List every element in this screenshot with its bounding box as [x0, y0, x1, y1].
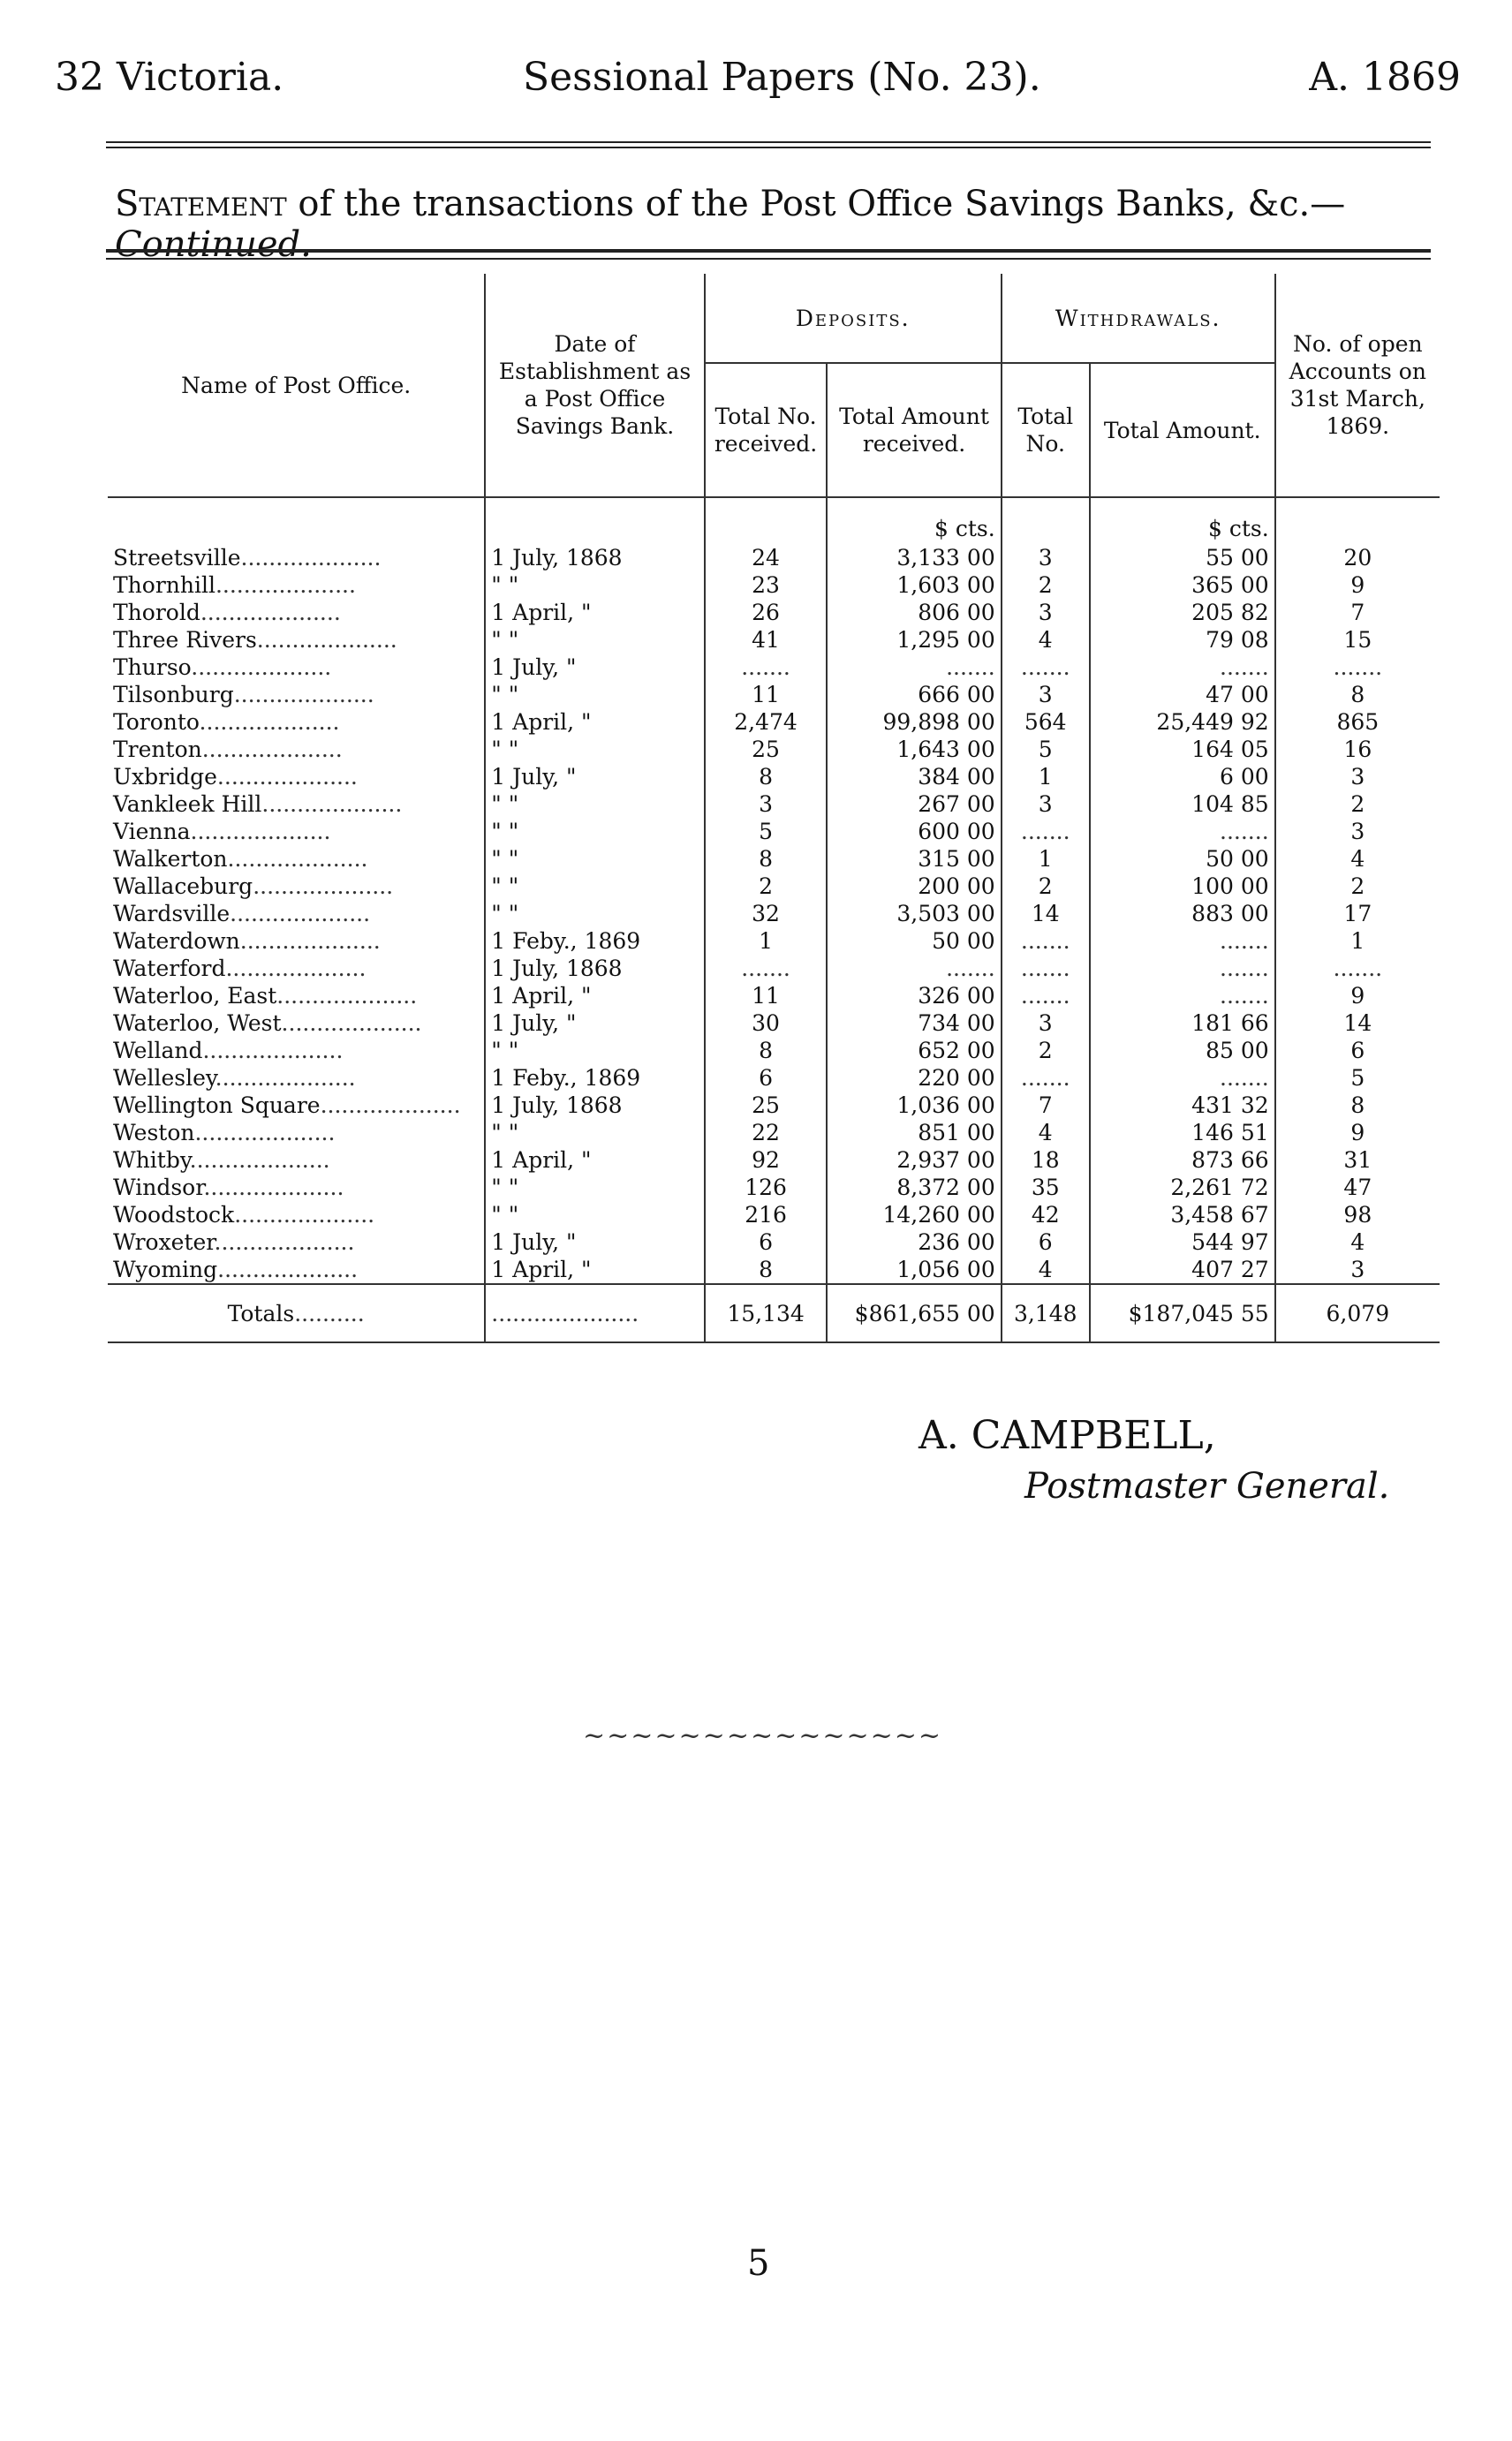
signature-name: A. CAMPBELL, [919, 1413, 1216, 1458]
table-row [108, 654, 1440, 681]
withdrawal-amount: 104 85 [1090, 790, 1275, 818]
withdrawal-count: 3 [1002, 1009, 1090, 1037]
deposit-count: 26 [705, 599, 828, 626]
open-accounts: 3 [1275, 763, 1440, 790]
withdrawal-amount: 146 51 [1090, 1119, 1275, 1146]
withdrawal-count: 14 [1002, 900, 1090, 927]
table-row [108, 1228, 1440, 1256]
deposit-count: 216 [705, 1201, 828, 1228]
deposit-count: 8 [705, 1256, 828, 1284]
open-accounts: 3 [1275, 1256, 1440, 1284]
withdrawal-count: ....... [1002, 982, 1090, 1009]
withdrawal-count: ....... [1002, 1064, 1090, 1092]
establishment-date: " " [485, 790, 704, 818]
withdrawal-amount: 181 66 [1090, 1009, 1275, 1037]
header-year: A. 1869 [1309, 55, 1461, 100]
open-accounts: 7 [1275, 599, 1440, 626]
deposit-amount: 652 00 [827, 1037, 1001, 1064]
open-accounts: 16 [1275, 736, 1440, 763]
office-name: Woodstock.................... [113, 1202, 375, 1228]
totals-withdrawal-no: 3,148 [1002, 1284, 1090, 1342]
establishment-date: 1 April, " [485, 599, 704, 626]
establishment-date: " " [485, 1201, 704, 1228]
open-accounts: ....... [1275, 654, 1440, 681]
establishment-date: 1 April, " [485, 1146, 704, 1174]
office-name: Vienna.................... [113, 819, 331, 844]
office-name: Tilsonburg.................... [113, 682, 374, 707]
deposit-amount: 734 00 [827, 1009, 1001, 1037]
withdrawal-count: 564 [1002, 708, 1090, 736]
deposit-amount: 236 00 [827, 1228, 1001, 1256]
deposit-amount: 200 00 [827, 873, 1001, 900]
withdrawal-count: ....... [1002, 818, 1090, 845]
deposit-count: 5 [705, 818, 828, 845]
open-accounts: 4 [1275, 845, 1440, 873]
office-name: Wardsville.................... [113, 901, 371, 926]
withdrawal-count: 2 [1002, 1037, 1090, 1064]
deposit-count: 41 [705, 626, 828, 654]
withdrawal-amount: 47 00 [1090, 681, 1275, 708]
deposit-count: 11 [705, 681, 828, 708]
open-accounts: 3 [1275, 818, 1440, 845]
deposit-amount: 806 00 [827, 599, 1001, 626]
open-accounts: 14 [1275, 1009, 1440, 1037]
deposit-count: 2 [705, 873, 828, 900]
establishment-date: " " [485, 900, 704, 927]
deposit-amount: 2,937 00 [827, 1146, 1001, 1174]
withdrawal-count: 3 [1002, 599, 1090, 626]
withdrawal-amount: ....... [1090, 654, 1275, 681]
withdrawal-count: ....... [1002, 955, 1090, 982]
office-name: Trenton.................... [113, 737, 343, 762]
withdrawal-count: 3 [1002, 681, 1090, 708]
withdrawal-amount: 544 97 [1090, 1228, 1275, 1256]
withdrawal-amount: 365 00 [1090, 571, 1275, 599]
deposit-count: 8 [705, 1037, 828, 1064]
office-name: Wellesley.................... [113, 1065, 356, 1091]
open-accounts: 98 [1275, 1201, 1440, 1228]
establishment-date: " " [485, 873, 704, 900]
totals-deposit-no: 15,134 [705, 1284, 828, 1342]
withdrawal-amount: 6 00 [1090, 763, 1275, 790]
establishment-date: 1 April, " [485, 982, 704, 1009]
deposit-amount: 220 00 [827, 1064, 1001, 1092]
statement-prefix: Statement [115, 184, 287, 224]
establishment-date: " " [485, 571, 704, 599]
withdrawal-count: 3 [1002, 790, 1090, 818]
table-row [108, 736, 1440, 763]
table-row [108, 982, 1440, 1009]
withdrawal-amount: 2,261 72 [1090, 1174, 1275, 1201]
table-row [108, 818, 1440, 845]
establishment-date: 1 April, " [485, 1256, 704, 1284]
table-row [108, 873, 1440, 900]
header-rule [106, 141, 1431, 143]
withdrawal-count: 2 [1002, 873, 1090, 900]
table-row [108, 571, 1440, 599]
deposit-count: 2,474 [705, 708, 828, 736]
withdrawal-count: 42 [1002, 1201, 1090, 1228]
col-withdrawal-amount-header: Total Amount. [1090, 363, 1275, 497]
office-name: Wellington Square.................... [113, 1092, 461, 1118]
running-header [55, 55, 1461, 117]
deposit-count: 32 [705, 900, 828, 927]
header-session: 32 Victoria. [55, 55, 284, 100]
deposit-amount: 99,898 00 [827, 708, 1001, 736]
open-accounts: 17 [1275, 900, 1440, 927]
table-row [108, 1037, 1440, 1064]
withdrawal-amount: 25,449 92 [1090, 708, 1275, 736]
open-accounts: 2 [1275, 873, 1440, 900]
establishment-date: 1 July, " [485, 654, 704, 681]
open-accounts: 865 [1275, 708, 1440, 736]
deposit-count: 92 [705, 1146, 828, 1174]
withdrawal-amount: 85 00 [1090, 1037, 1275, 1064]
withdrawal-count: 6 [1002, 1228, 1090, 1256]
office-name: Wyoming.................... [113, 1257, 359, 1282]
deposit-count: 3 [705, 790, 828, 818]
office-name: Uxbridge.................... [113, 764, 358, 790]
totals-withdrawal-amount: $187,045 55 [1090, 1284, 1275, 1342]
withdrawal-count: 2 [1002, 571, 1090, 599]
withdrawal-count: ....... [1002, 654, 1090, 681]
units-row [108, 497, 1440, 544]
signature-title: Postmaster General. [1024, 1466, 1390, 1507]
table-row [108, 626, 1440, 654]
table-row [108, 599, 1440, 626]
table-row [108, 1174, 1440, 1201]
totals-date-blank: ..................... [485, 1284, 704, 1342]
statement-text: of the transactions of the Post Office Savings Banks, &c.— [286, 184, 1346, 224]
deposit-count: 6 [705, 1064, 828, 1092]
withdrawal-amount: ....... [1090, 1064, 1275, 1092]
deposit-amount: 600 00 [827, 818, 1001, 845]
totals-open-accounts: 6,079 [1275, 1284, 1440, 1342]
withdrawal-amount: 873 66 [1090, 1146, 1275, 1174]
withdrawal-count: 1 [1002, 763, 1090, 790]
deposit-amount: 851 00 [827, 1119, 1001, 1146]
deposit-amount: 1,643 00 [827, 736, 1001, 763]
deposit-amount: ....... [827, 955, 1001, 982]
table-row [108, 927, 1440, 955]
withdrawal-units: $ cts. [1090, 497, 1275, 544]
table-row [108, 1119, 1440, 1146]
withdrawal-amount: ....... [1090, 955, 1275, 982]
deposit-count: 126 [705, 1174, 828, 1201]
establishment-date: " " [485, 845, 704, 873]
table-row [108, 1009, 1440, 1037]
office-name: Wallaceburg.................... [113, 873, 394, 899]
table-row [108, 544, 1440, 571]
deposit-count: 8 [705, 763, 828, 790]
table-body [108, 497, 1440, 1284]
withdrawal-amount: 55 00 [1090, 544, 1275, 571]
office-name: Thurso.................... [113, 654, 332, 680]
establishment-date: " " [485, 626, 704, 654]
open-accounts: 8 [1275, 681, 1440, 708]
open-accounts: 20 [1275, 544, 1440, 571]
withdrawal-count: 4 [1002, 626, 1090, 654]
table-row [108, 708, 1440, 736]
office-name: Three Rivers.................... [113, 627, 397, 653]
withdrawal-amount: ....... [1090, 982, 1275, 1009]
establishment-date: 1 July, " [485, 763, 704, 790]
deposit-amount: 14,260 00 [827, 1201, 1001, 1228]
office-name: Waterloo, East.................... [113, 983, 418, 1009]
withdrawal-amount: 205 82 [1090, 599, 1275, 626]
table-row [108, 955, 1440, 982]
deposit-count: 24 [705, 544, 828, 571]
establishment-date: 1 July, 1868 [485, 544, 704, 571]
header-rule-double [106, 147, 1431, 148]
deposit-amount: 50 00 [827, 927, 1001, 955]
col-withdrawal-no-header: Total No. [1002, 363, 1090, 497]
header-sessional-papers: Sessional Papers (No. 23). [523, 55, 1041, 100]
ornament-divider: ~~~~~~~~~~~~~~~ [583, 1720, 943, 1751]
deposit-count: ....... [705, 654, 828, 681]
open-accounts: 31 [1275, 1146, 1440, 1174]
deposit-count: 22 [705, 1119, 828, 1146]
establishment-date: 1 July, " [485, 1009, 704, 1037]
establishment-date: 1 July, " [485, 1228, 704, 1256]
table-row [108, 1092, 1440, 1119]
deposit-count: 30 [705, 1009, 828, 1037]
withdrawal-count: 1 [1002, 845, 1090, 873]
withdrawal-amount: 50 00 [1090, 845, 1275, 873]
establishment-date: " " [485, 1037, 704, 1064]
withdrawal-count: 18 [1002, 1146, 1090, 1174]
deposit-amount: 666 00 [827, 681, 1001, 708]
open-accounts: 8 [1275, 1092, 1440, 1119]
office-name: Streetsville.................... [113, 545, 382, 571]
table-row [108, 681, 1440, 708]
table-row [108, 1201, 1440, 1228]
deposit-amount: 1,056 00 [827, 1256, 1001, 1284]
deposit-amount: 3,503 00 [827, 900, 1001, 927]
deposit-count: 11 [705, 982, 828, 1009]
table-row [108, 790, 1440, 818]
withdrawal-amount: 79 08 [1090, 626, 1275, 654]
col-deposit-no-header: Total No. received. [705, 363, 828, 497]
withdrawal-count: ....... [1002, 927, 1090, 955]
totals-label: Totals.......... [108, 1284, 485, 1342]
deposits-group-header: Deposits. [705, 274, 1002, 363]
table-row [108, 900, 1440, 927]
office-name: Vankleek Hill.................... [113, 791, 403, 817]
deposit-amount: 1,603 00 [827, 571, 1001, 599]
table-row [108, 1146, 1440, 1174]
establishment-date: 1 July, 1868 [485, 955, 704, 982]
withdrawals-group-header: Withdrawals. [1002, 274, 1275, 363]
statement-continued: Continued. [115, 224, 312, 265]
office-name: Waterloo, West.................... [113, 1010, 422, 1036]
deposit-count: 25 [705, 1092, 828, 1119]
open-accounts: 4 [1275, 1228, 1440, 1256]
office-name: Whitby.................... [113, 1147, 330, 1173]
office-name: Windsor.................... [113, 1175, 344, 1200]
page-number: 5 [747, 2243, 770, 2284]
open-accounts: 9 [1275, 571, 1440, 599]
withdrawal-count: 5 [1002, 736, 1090, 763]
totals-row [108, 1284, 1440, 1342]
withdrawal-amount: ....... [1090, 927, 1275, 955]
deposit-amount: ....... [827, 654, 1001, 681]
office-name: Toronto.................... [113, 709, 340, 735]
withdrawal-amount: ....... [1090, 818, 1275, 845]
deposit-count: 6 [705, 1228, 828, 1256]
open-accounts: 1 [1275, 927, 1440, 955]
establishment-date: " " [485, 1119, 704, 1146]
office-name: Walkerton.................... [113, 846, 368, 872]
office-name: Welland.................... [113, 1038, 344, 1063]
table-row [108, 845, 1440, 873]
deposit-units: $ cts. [827, 497, 1001, 544]
deposit-amount: 326 00 [827, 982, 1001, 1009]
open-accounts: 15 [1275, 626, 1440, 654]
withdrawal-count: 7 [1002, 1092, 1090, 1119]
table-row [108, 763, 1440, 790]
deposit-amount: 384 00 [827, 763, 1001, 790]
title-rule [106, 249, 1431, 253]
deposit-amount: 8,372 00 [827, 1174, 1001, 1201]
office-name: Thorold.................... [113, 600, 341, 625]
deposit-count: 8 [705, 845, 828, 873]
establishment-date: " " [485, 736, 704, 763]
establishment-date: 1 July, 1868 [485, 1092, 704, 1119]
totals-deposit-amount: $861,655 00 [827, 1284, 1001, 1342]
deposit-count: ....... [705, 955, 828, 982]
title-rule-thin [106, 258, 1431, 260]
deposit-amount: 315 00 [827, 845, 1001, 873]
open-accounts: 5 [1275, 1064, 1440, 1092]
statement-title [115, 184, 1431, 265]
office-name: Waterford.................... [113, 956, 367, 981]
withdrawal-amount: 883 00 [1090, 900, 1275, 927]
col-open-accounts-header: No. of open Accounts on 31st March, 1869. [1275, 274, 1440, 497]
deposit-count: 1 [705, 927, 828, 955]
deposit-amount: 267 00 [827, 790, 1001, 818]
open-accounts: 9 [1275, 1119, 1440, 1146]
deposit-count: 23 [705, 571, 828, 599]
open-accounts: 9 [1275, 982, 1440, 1009]
open-accounts: 47 [1275, 1174, 1440, 1201]
establishment-date: 1 Feby., 1869 [485, 927, 704, 955]
withdrawal-amount: 3,458 67 [1090, 1201, 1275, 1228]
deposit-amount: 1,295 00 [827, 626, 1001, 654]
office-name: Weston.................... [113, 1120, 336, 1145]
open-accounts: 2 [1275, 790, 1440, 818]
office-name: Thornhill.................... [113, 572, 356, 598]
withdrawal-count: 35 [1002, 1174, 1090, 1201]
establishment-date: 1 April, " [485, 708, 704, 736]
withdrawal-count: 4 [1002, 1256, 1090, 1284]
office-name: Waterdown.................... [113, 928, 381, 954]
deposit-amount: 3,133 00 [827, 544, 1001, 571]
withdrawal-amount: 164 05 [1090, 736, 1275, 763]
transactions-table [108, 274, 1440, 1343]
table-row [108, 1064, 1440, 1092]
withdrawal-count: 4 [1002, 1119, 1090, 1146]
establishment-date: 1 Feby., 1869 [485, 1064, 704, 1092]
col-date-header: Date of Establishment as a Post Office Savings Bank. [485, 274, 704, 497]
table-row [108, 1256, 1440, 1284]
deposit-count: 25 [705, 736, 828, 763]
col-name-header: Name of Post Office. [108, 274, 485, 497]
open-accounts: 6 [1275, 1037, 1440, 1064]
withdrawal-amount: 100 00 [1090, 873, 1275, 900]
col-deposit-amount-header: Total Amount received. [827, 363, 1001, 497]
withdrawal-amount: 431 32 [1090, 1092, 1275, 1119]
deposit-amount: 1,036 00 [827, 1092, 1001, 1119]
establishment-date: " " [485, 681, 704, 708]
withdrawal-count: 3 [1002, 544, 1090, 571]
establishment-date: " " [485, 818, 704, 845]
withdrawal-amount: 407 27 [1090, 1256, 1275, 1284]
office-name: Wroxeter.................... [113, 1229, 355, 1255]
open-accounts: ....... [1275, 955, 1440, 982]
establishment-date: " " [485, 1174, 704, 1201]
